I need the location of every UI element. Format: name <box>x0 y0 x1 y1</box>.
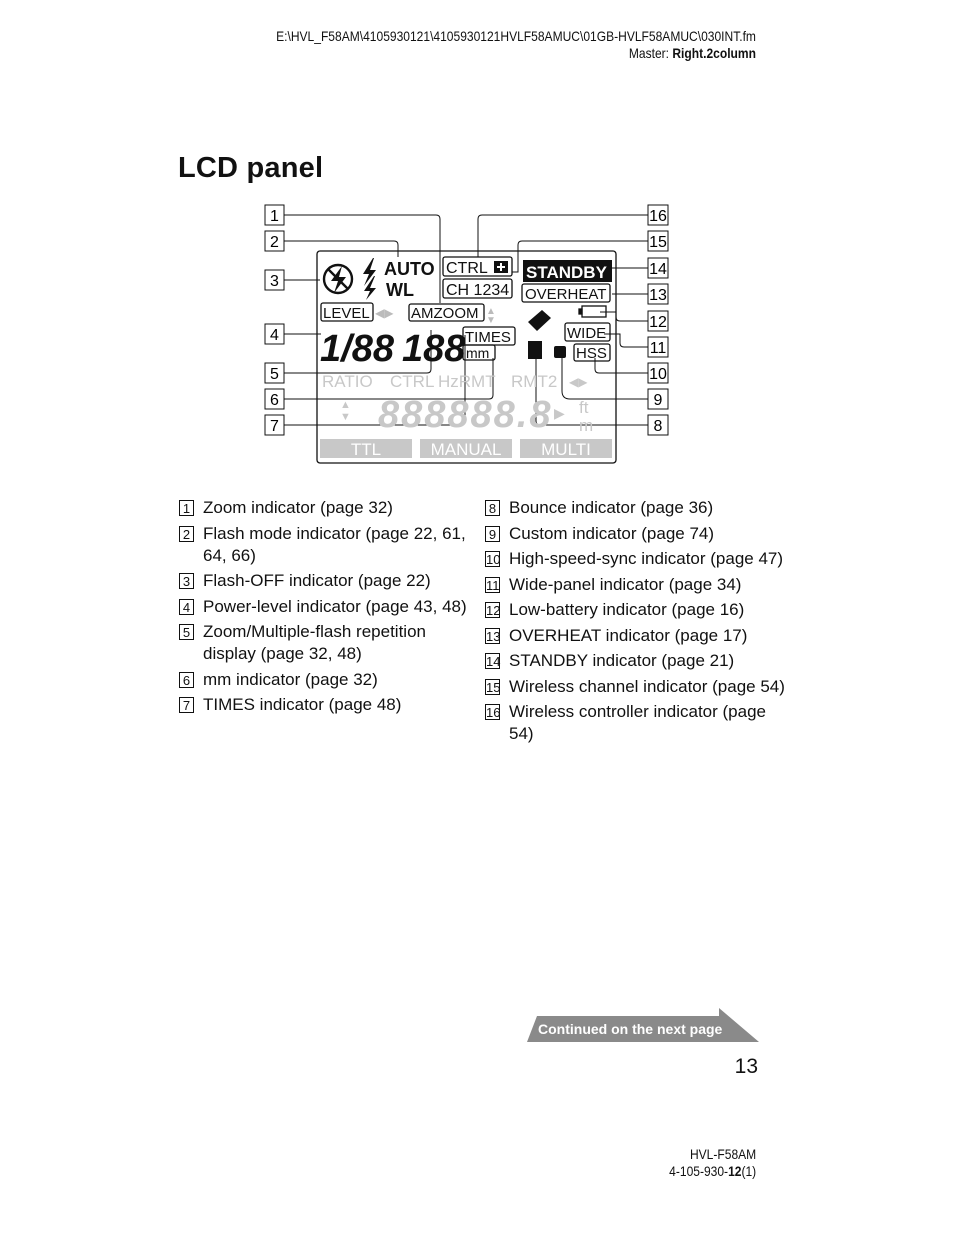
item-text: Custom indicator (page 74) <box>509 523 715 543</box>
hss-label: HSS <box>576 345 607 362</box>
item-number: 5 <box>179 624 194 640</box>
item-text: Wide-panel indicator (page 34) <box>509 574 742 594</box>
callout-label-2: 2 <box>270 234 279 251</box>
item-number: 15 <box>486 679 501 695</box>
item-number: 6 <box>179 672 194 688</box>
item-number: 13 <box>486 628 501 644</box>
callout-label-9: 9 <box>653 392 663 409</box>
item-text: Wireless controller indicator (page 54) <box>509 702 766 743</box>
item-text: Zoom/Multiple-flash repetition display (page 32, 48) <box>203 622 426 663</box>
master-label: Master: <box>628 45 670 61</box>
zoom-arrows: ▲ <box>486 306 496 317</box>
manual-label: MANUAL <box>430 440 502 459</box>
times-label: TIMES <box>465 329 511 346</box>
list-item <box>179 596 469 618</box>
item-number: 10 <box>486 552 501 567</box>
standby-label: STANDBY <box>526 263 607 282</box>
callout-label-16: 16 <box>649 208 667 225</box>
flash-off-icon <box>324 265 352 293</box>
item-text: Low-battery indicator (page 16) <box>509 600 745 619</box>
indicator-list-left <box>179 497 469 720</box>
item-text: TIMES indicator (page 48) <box>203 695 402 714</box>
callout-label-7: 7 <box>270 418 279 435</box>
list-item <box>485 599 785 621</box>
item-number: 7 <box>179 697 194 713</box>
callout-label-11: 11 <box>649 340 667 357</box>
list-item <box>179 669 469 691</box>
item-text: High-speed-sync indicator (page 47) <box>509 549 784 568</box>
ratio-label: RATIO <box>322 372 373 391</box>
item-text: Wireless channel indicator (page 54) <box>509 676 785 696</box>
list-item <box>485 650 785 672</box>
faded-right-arrow: ▶ <box>554 405 565 421</box>
callout-label-14: 14 <box>649 261 667 278</box>
page-number: 13 <box>734 1055 758 1078</box>
callout-label-15: 15 <box>649 234 667 251</box>
item-number: 4 <box>179 599 194 615</box>
updown-arrows-down: ▼ <box>340 411 351 423</box>
file-path: E:\HVL_F58AM\4105930121\4105930121HVLF58AMUC\01GB-HVLF58AMUC\030INT.fm <box>276 28 756 44</box>
callout-label-6: 6 <box>270 392 279 409</box>
list-item <box>485 574 785 596</box>
list-item <box>179 621 469 665</box>
item-number: 3 <box>179 573 194 589</box>
item-number: 12 <box>486 603 501 618</box>
callout-label-5: 5 <box>270 366 279 383</box>
list-item <box>485 625 785 647</box>
mm-label: mm <box>466 345 490 361</box>
footer <box>669 1146 756 1180</box>
wide-label: WIDE <box>567 325 607 342</box>
item-number: 14 <box>486 654 501 669</box>
item-text: Zoom indicator (page 32) <box>203 498 393 517</box>
item-number: 11 <box>486 577 500 593</box>
list-item <box>179 523 469 567</box>
item-text: Flash mode indicator (page 22, 61, 64, 66) <box>203 523 466 565</box>
item-text: mm indicator (page 32) <box>203 669 378 689</box>
wl-label: WL <box>386 280 414 300</box>
left-callouts <box>265 205 284 435</box>
item-number: 1 <box>179 500 194 516</box>
rmt2-label: RMT2 <box>511 372 558 391</box>
callout-label-1: 1 <box>270 208 279 225</box>
bounce-icon <box>528 310 551 359</box>
ft-label: ft <box>579 398 589 417</box>
zoom-arrows-down: ▼ <box>486 315 496 326</box>
callout-label-8: 8 <box>653 418 663 435</box>
zoom-digits: 188 <box>402 328 466 370</box>
file-header <box>276 28 756 62</box>
list-item <box>485 523 785 545</box>
ctrl2-label: CTRL <box>390 372 435 391</box>
inactive-segments <box>322 372 593 436</box>
auto-label: AUTO <box>384 259 435 279</box>
item-text: Power-level indicator (page 43, 48) <box>203 596 467 616</box>
list-item <box>179 570 469 592</box>
list-item <box>485 676 785 698</box>
item-number: 16 <box>486 705 501 720</box>
code-bold: 12 <box>727 1163 742 1179</box>
callout-label-4: 4 <box>270 327 279 344</box>
item-number: 9 <box>485 526 500 542</box>
lcd-panel-diagram <box>260 200 680 470</box>
faded-digits: 888888.8 <box>378 394 553 436</box>
ch-label: CH 1234 <box>446 282 510 299</box>
right-callouts <box>648 205 668 435</box>
updown-arrows: ▲ <box>340 399 351 411</box>
item-text: OVERHEAT indicator (page 17) <box>509 625 748 645</box>
callout-label-12: 12 <box>649 314 667 331</box>
ctrl-label: CTRL <box>446 260 488 277</box>
code-suffix: (1) <box>741 1163 756 1179</box>
continued-label: Continued on the next page <box>538 1021 723 1037</box>
callout-label-3: 3 <box>270 273 279 290</box>
list-item <box>179 497 469 519</box>
indicator-list-right <box>485 497 785 749</box>
amzoom-label: AMZOOM <box>411 305 479 322</box>
list-item <box>485 701 785 745</box>
item-text: STANDBY indicator (page 21) <box>509 651 735 670</box>
m-label: m <box>579 416 594 435</box>
item-text: Bounce indicator (page 36) <box>509 498 714 517</box>
page-title: LCD panel <box>178 152 324 184</box>
list-item <box>179 694 469 716</box>
custom-icon <box>554 346 566 358</box>
code-prefix: 4-105-930- <box>668 1163 728 1179</box>
list-item <box>485 497 785 519</box>
item-number: 8 <box>485 500 500 516</box>
hzrmt-label: HzRMT <box>438 372 496 391</box>
master-value: Right.2column <box>672 45 756 61</box>
multi-label: MULTI <box>541 440 591 459</box>
model-name: HVL-F58AM <box>689 1146 756 1162</box>
callout-label-13: 13 <box>649 287 667 304</box>
list-item <box>485 548 785 570</box>
level-label: LEVEL <box>323 305 370 322</box>
document-code <box>669 1163 756 1180</box>
callout-label-10: 10 <box>649 366 667 383</box>
item-text: Flash-OFF indicator (page 22) <box>203 571 431 590</box>
flash-mode-icon <box>363 258 376 300</box>
ttl-label: TTL <box>350 440 382 459</box>
master-line <box>276 45 756 62</box>
level-digits: 1/88 <box>320 328 394 370</box>
level-arrows: ◀▶ <box>375 306 394 320</box>
item-number: 2 <box>179 526 194 542</box>
faded-arrows: ◀▶ <box>569 375 588 389</box>
overheat-label: OVERHEAT <box>525 286 607 303</box>
